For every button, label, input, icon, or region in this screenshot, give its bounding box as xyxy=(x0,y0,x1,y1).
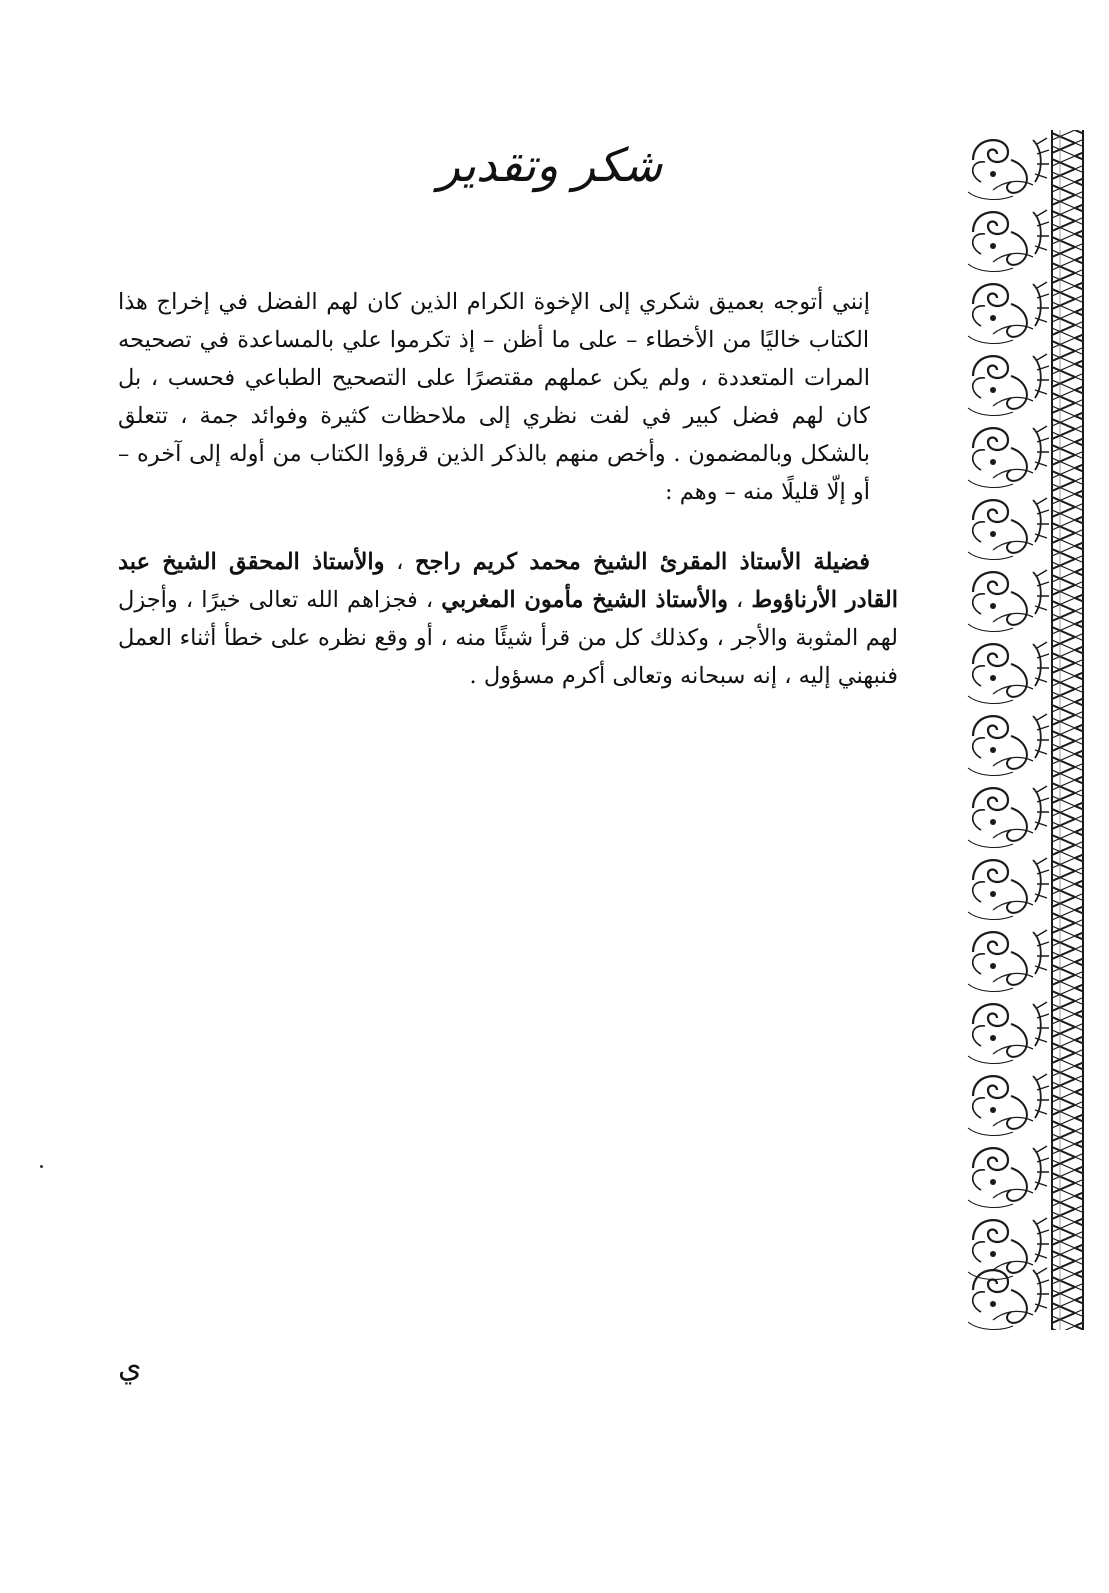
paragraph-line: المرات المتعددة ، ولم يكن عملهم مقتصرًا على التصحيح الطباعي فحسب ، بل كان xyxy=(118,365,870,429)
body-text xyxy=(118,283,898,695)
name-karim-rajih: فضيلة الأستاذ المقرئ الشيخ محمد كريم راجح xyxy=(414,549,870,575)
paragraph-names xyxy=(118,543,898,695)
page-title: شكر وتقدير xyxy=(437,138,663,192)
scan-speck xyxy=(40,1165,43,1168)
name-maghribi: والأستاذ الشيخ مأمون المغربي xyxy=(441,587,728,613)
paragraph-acknowledgement xyxy=(118,283,898,511)
separator: ، xyxy=(384,549,415,575)
paragraph-line: وبالمضمون . وأخص منهم بالذكر الذين قرؤوا الكتاب من أوله إلى آخره – أو إلّا xyxy=(118,441,870,505)
paragraph-line: قليلًا منه – وهم : xyxy=(665,479,820,505)
paragraph-line: هذا الكتاب خاليًا من الأخطاء – على ما أظن – إذ تكرموا علي بالمساعدة في تصحيحه xyxy=(118,289,870,353)
separator: ، xyxy=(727,587,752,613)
page-number: ي xyxy=(118,1350,142,1385)
name-arnaout: والأستاذ المحقق الشيخ عبد القادر الأرناؤوط xyxy=(118,549,898,613)
paragraph-rest: ، فجزاهم الله تعالى خيرًا ، وأجزل لهم المثوبة والأجر ، وكذلك كل من قرأ شيئًا منه ، أو وقع نظره على خطأ أثناء العمل فنبهني إليه ، إنه سبحانه وتعالى أكرم مسؤول . xyxy=(118,587,898,689)
paragraph-line: إنني أتوجه بعميق شكري إلى الإخوة الكرام الذين كان لهم الفضل في إخراج xyxy=(147,289,870,315)
ornamental-border xyxy=(955,130,1085,1330)
paragraph-line: لهم فضل كبير في لفت نظري إلى ملاحظات كثيرة وفوائد جمة ، تتعلق بالشكل xyxy=(118,403,871,467)
